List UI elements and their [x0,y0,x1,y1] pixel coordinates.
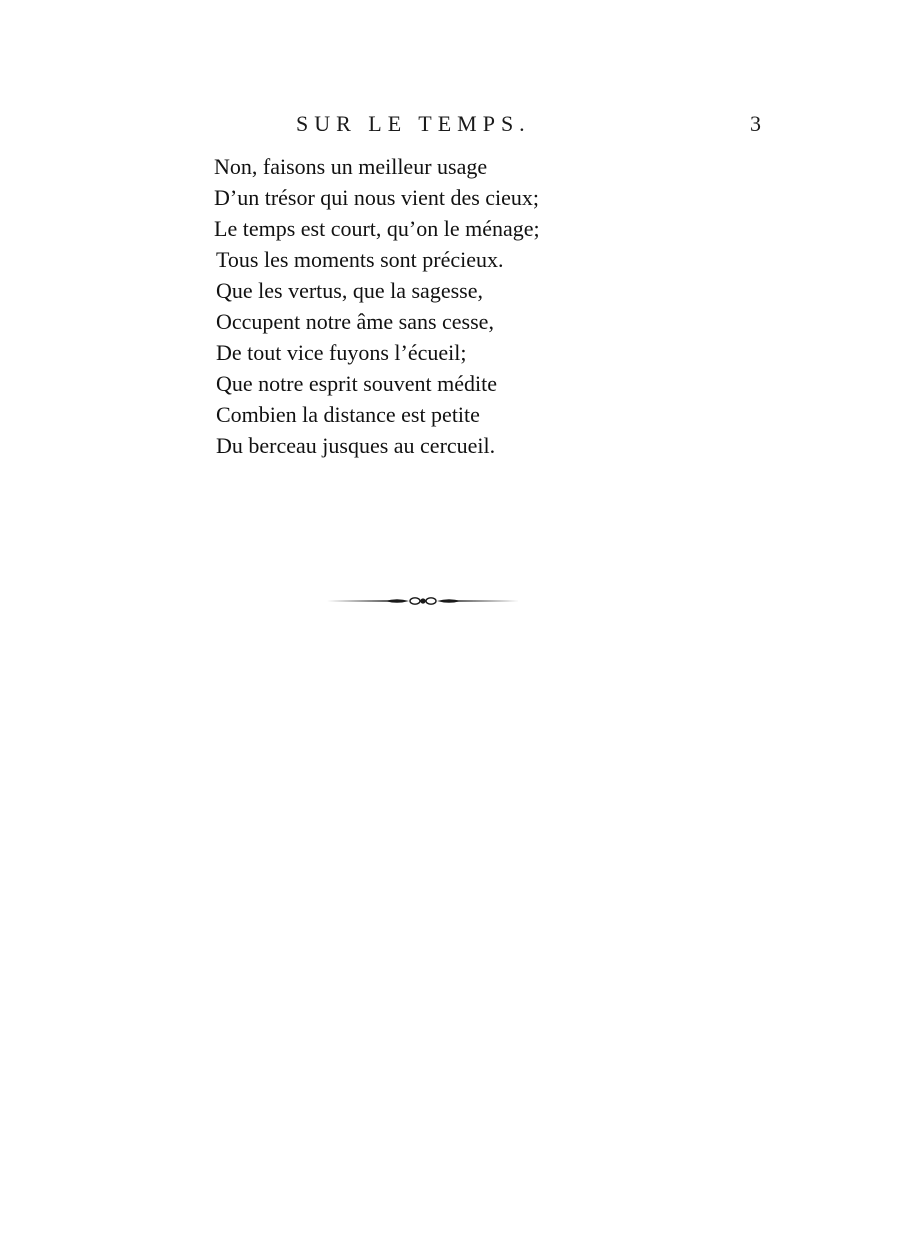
running-title: SUR LE TEMPS. [296,111,531,136]
verse-line: D’un trésor qui nous vient des cieux; [214,185,540,210]
poem-stanza [214,151,540,461]
verse-line: Occupent notre âme sans cesse, [216,309,494,334]
verse-line: Tous les moments sont précieux. [216,247,504,272]
tailpiece-rule-ornament-icon [325,592,521,610]
verse-line: De tout vice fuyons l’écueil; [216,340,467,365]
verse-line: Combien la distance est petite [216,402,480,427]
verse-line: Du berceau jusques au cercueil. [216,433,496,458]
verse-line: Le temps est court, qu’on le ménage; [214,216,540,241]
verse-line: Que notre esprit souvent médite [216,371,498,396]
page-number: 3 [750,111,761,136]
verse-line: Non, faisons un meilleur usage [214,154,488,179]
verse-line: Que les vertus, que la sagesse, [216,278,483,303]
